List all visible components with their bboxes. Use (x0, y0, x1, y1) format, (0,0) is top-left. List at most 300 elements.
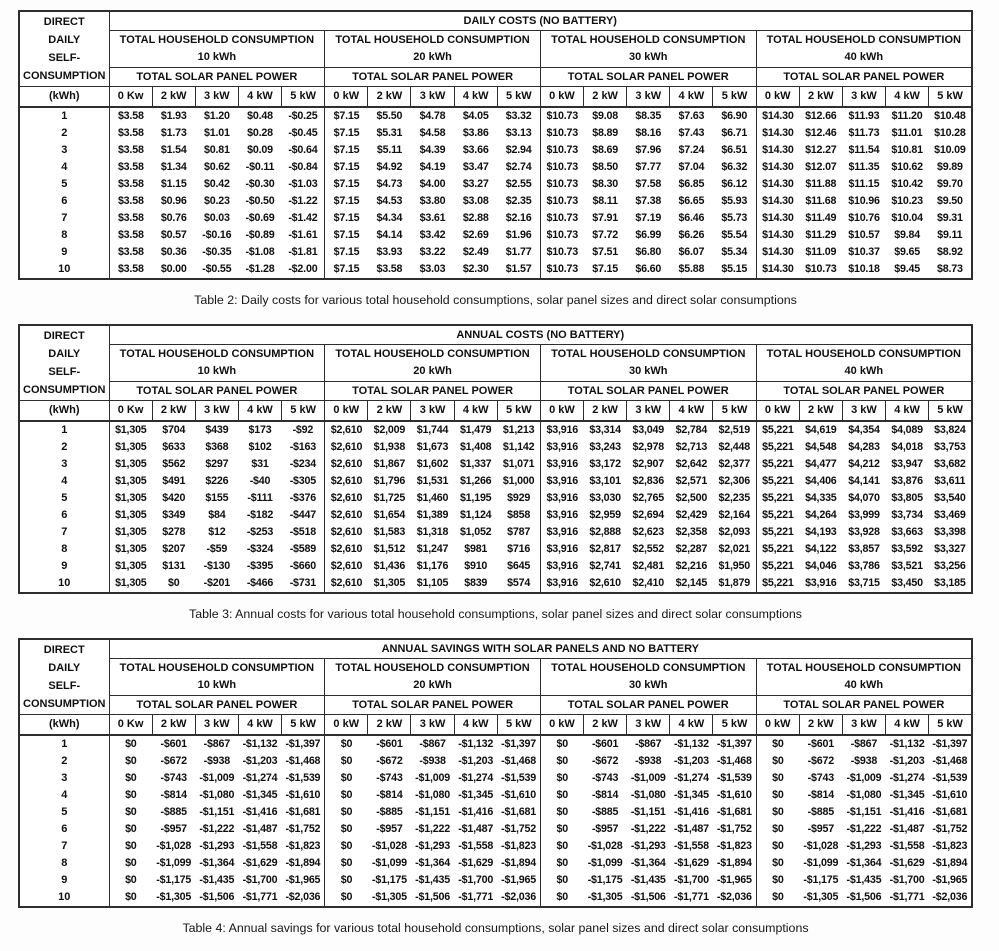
value-cell: $0 (540, 804, 583, 821)
kw-header-cell: 5 kW (929, 715, 972, 736)
value-cell: $6.46 (678, 212, 705, 224)
value-cell: -$1,345 (242, 789, 278, 801)
value-cell: -$0.69 (245, 212, 275, 224)
value-cell: $14.30 (756, 107, 799, 125)
table-caption: Table 4: Annual savings for various total household consumptions, solar panel sizes and direct solar consumptions (182, 921, 809, 935)
table-row (19, 821, 972, 838)
row-header-line: DIRECT (43, 16, 85, 28)
value-cell: $11.15 (848, 178, 880, 190)
value-cell: $10.81 (891, 144, 923, 156)
value-cell: $1,879 (718, 577, 751, 589)
value-cell: -$1,681 (932, 806, 968, 818)
value-cell: $1,602 (416, 458, 449, 470)
value-cell: $2,610 (325, 490, 368, 507)
value-cell: $4,335 (805, 492, 837, 504)
value-cell: $4.19 (419, 161, 446, 173)
household-consumption-header (756, 31, 972, 68)
value-cell: -$1.22 (288, 195, 318, 207)
value-cell: $1,796 (373, 475, 406, 487)
value-cell: -$1,823 (932, 840, 968, 852)
value-cell: $3,916 (540, 575, 583, 593)
table-row (19, 575, 972, 593)
table-row (19, 872, 972, 889)
value-cell: -$1,028 (803, 840, 839, 852)
row-header-line: CONSUMPTION (23, 698, 106, 710)
value-cell: $1,305 (109, 541, 152, 558)
household-consumption-size: 30 kWh (629, 679, 668, 691)
value-cell: -$814 (807, 789, 834, 801)
value-cell: -$1,506 (630, 891, 666, 903)
value-cell: $2,610 (325, 456, 368, 473)
value-cell: $7.15 (325, 176, 368, 193)
value-cell: $5.93 (721, 195, 748, 207)
value-cell: $5,221 (756, 421, 799, 439)
value-cell: $5.31 (376, 127, 403, 139)
value-cell: $3,398 (934, 526, 966, 538)
value-cell: $1.73 (160, 127, 187, 139)
value-cell: -$672 (591, 755, 619, 767)
value-cell: -$1.08 (245, 246, 275, 258)
household-consumption-size: 20 kWh (413, 679, 452, 691)
value-cell: $5,221 (756, 558, 799, 575)
value-cell: $2,610 (589, 577, 621, 589)
value-cell: $3.58 (109, 227, 152, 244)
value-cell: $929 (507, 492, 531, 504)
value-cell: $6.32 (721, 161, 748, 173)
value-cell: $10.73 (540, 227, 583, 244)
value-cell: $11.09 (805, 246, 837, 258)
kw-header-cell: 0 Kw (109, 401, 152, 422)
value-cell: -$1,700 (673, 874, 709, 886)
household-consumption-label: TOTAL HOUSEHOLD CONSUMPTION (335, 347, 530, 360)
value-cell: $3,916 (540, 541, 583, 558)
row-header-line: DAILY (48, 662, 81, 674)
value-cell: $4,070 (848, 492, 880, 504)
row-label-cell: 3 (19, 770, 109, 787)
household-consumption-header (756, 345, 972, 382)
value-cell: $0 (756, 753, 799, 770)
value-cell: $4,193 (805, 526, 837, 538)
value-cell: $0.96 (160, 195, 187, 207)
value-cell: $4.53 (376, 195, 403, 207)
value-cell: $1.57 (505, 263, 532, 275)
value-cell: $10.73 (540, 107, 583, 125)
value-cell: -$1,487 (458, 823, 494, 835)
value-cell: $7.24 (678, 144, 705, 156)
value-cell: -$1,028 (587, 840, 623, 852)
value-cell: -$1,468 (716, 755, 752, 767)
value-cell: $31 (251, 458, 269, 470)
row-label-cell: 8 (19, 541, 109, 558)
value-cell: $3.42 (419, 229, 446, 241)
value-cell: $1,744 (416, 424, 449, 436)
table-row (19, 889, 972, 907)
solar-panel-power-header: TOTAL SOLAR PANEL POWER (540, 382, 756, 401)
value-cell: $7.15 (325, 142, 368, 159)
value-cell: -$40 (249, 475, 271, 487)
household-consumption-label: TOTAL HOUSEHOLD CONSUMPTION (551, 661, 746, 674)
value-cell: -$1,539 (285, 772, 321, 784)
row-label-cell: 5 (19, 490, 109, 507)
value-cell: -$814 (160, 789, 187, 801)
value-cell: $562 (162, 458, 186, 470)
value-cell: -$1,080 (630, 789, 666, 801)
value-cell: -$1,965 (932, 874, 968, 886)
row-header-line: CONSUMPTION (23, 384, 106, 396)
value-cell: $1,071 (502, 458, 535, 470)
value-cell: $0.42 (203, 178, 230, 190)
value-cell: $131 (162, 560, 186, 572)
value-cell: -$130 (203, 560, 231, 572)
value-cell: $3,101 (589, 475, 621, 487)
kw-header-cell: 5 kW (713, 87, 756, 108)
value-cell: $2,481 (632, 560, 664, 572)
row-label-cell: 2 (19, 439, 109, 456)
kw-header-cell: 2 kW (799, 87, 842, 108)
value-cell: $3,916 (540, 421, 583, 439)
value-cell: -$1.81 (288, 246, 318, 258)
value-cell: -$1,364 (630, 857, 666, 869)
value-cell: $173 (248, 424, 272, 436)
value-cell: $7.15 (325, 244, 368, 261)
value-cell: $14.30 (756, 125, 799, 142)
value-cell: $5,221 (756, 524, 799, 541)
household-consumption-label: TOTAL HOUSEHOLD CONSUMPTION (766, 347, 961, 360)
value-cell: $1.96 (505, 229, 532, 241)
value-cell: $2,377 (718, 458, 751, 470)
value-cell: $7.58 (635, 178, 662, 190)
table-caption: Table 3: Annual costs for various total household consumptions, solar panel sizes and direct solar consumptions (189, 607, 802, 621)
value-cell: $11.20 (891, 110, 923, 122)
value-cell: $0 (109, 770, 152, 787)
value-cell: $1,531 (416, 475, 449, 487)
value-cell: $3.58 (109, 176, 152, 193)
kw-header-cell: 5 kW (929, 401, 972, 422)
value-cell: $1,479 (459, 424, 492, 436)
value-cell: $7.72 (592, 229, 618, 241)
value-cell: $9.50 (936, 195, 963, 207)
value-cell: -$1,364 (415, 857, 450, 869)
value-cell: $716 (507, 543, 531, 555)
value-cell: $1,266 (459, 475, 492, 487)
value-cell: -$1,175 (587, 874, 623, 886)
value-cell: $2,888 (589, 526, 621, 538)
value-cell: -$1,487 (889, 823, 925, 835)
value-cell: $10.73 (540, 210, 583, 227)
value-cell: $3,947 (891, 458, 923, 470)
value-cell: $7.91 (592, 212, 618, 224)
value-cell: -$1,151 (630, 806, 666, 818)
kw-header-cell: 4 kW (670, 87, 713, 108)
value-cell: $0 (325, 804, 368, 821)
value-cell: $0 (109, 838, 152, 855)
kw-header-cell: 2 kW (368, 87, 411, 108)
value-cell: $8.69 (592, 144, 618, 156)
value-cell: $10.73 (805, 263, 837, 275)
kw-header-cell: 4 kW (886, 401, 929, 422)
value-cell: -$1,416 (889, 806, 925, 818)
value-cell: -$1,080 (199, 789, 235, 801)
value-cell: $2,009 (373, 424, 406, 436)
value-cell: -$1,752 (285, 823, 321, 835)
value-cell: -$1,506 (415, 891, 450, 903)
value-cell: $2,642 (675, 458, 708, 470)
value-cell: $3,327 (934, 543, 966, 555)
value-cell: $0.09 (247, 144, 273, 156)
value-cell: -$1,416 (673, 806, 709, 818)
value-cell: $368 (205, 441, 229, 453)
kw-header-cell: 5 kW (497, 87, 540, 108)
value-cell: $1,938 (373, 441, 406, 453)
value-cell: $0 (756, 770, 799, 787)
kw-header-cell: 3 kW (195, 715, 238, 736)
value-cell: $1,460 (416, 492, 449, 504)
value-cell: -$1,274 (458, 772, 494, 784)
value-cell: $2.16 (505, 212, 532, 224)
value-cell: $6.71 (721, 127, 748, 139)
value-cell: -$163 (289, 441, 317, 453)
value-cell: $3.27 (462, 178, 489, 190)
value-cell: $5,221 (756, 473, 799, 490)
value-cell: $7.15 (325, 107, 368, 125)
value-cell: -$601 (591, 738, 619, 750)
annual-savings-section (18, 638, 999, 935)
unit-header-cell: (kWh) (19, 715, 109, 736)
value-cell: $9.08 (592, 110, 618, 122)
kw-header-cell: 3 kW (411, 87, 454, 108)
annual-costs-table (18, 324, 973, 594)
value-cell: $10.23 (891, 195, 923, 207)
value-cell: -$1,894 (501, 857, 537, 869)
household-consumption-header (540, 345, 756, 382)
value-cell: $11.93 (848, 110, 880, 122)
value-cell: $0 (540, 770, 583, 787)
value-cell: $3.58 (109, 159, 152, 176)
value-cell: $6.26 (678, 229, 705, 241)
value-cell: $3.58 (109, 125, 152, 142)
value-cell: $1,305 (373, 577, 406, 589)
value-cell: $7.15 (325, 125, 368, 142)
value-cell: -$1,700 (458, 874, 494, 886)
value-cell: -$1,293 (846, 840, 882, 852)
row-header-line: SELF- (48, 52, 81, 64)
value-cell: -$938 (203, 755, 231, 767)
value-cell: -$885 (807, 806, 834, 818)
table-caption: Table 2: Daily costs for various total household consumptions, solar panel sizes and direct solar consumptions (194, 293, 797, 307)
row-label-cell: 6 (19, 193, 109, 210)
kw-header-cell: 0 kW (325, 87, 368, 108)
kw-header-cell: 0 Kw (109, 715, 152, 736)
value-cell: $5.73 (721, 212, 748, 224)
kw-header-cell: 4 kW (886, 87, 929, 108)
row-label-cell: 9 (19, 558, 109, 575)
value-cell: -$1,629 (889, 857, 925, 869)
value-cell: $11.35 (848, 161, 880, 173)
row-label-cell: 5 (19, 804, 109, 821)
value-cell: $10.73 (540, 193, 583, 210)
value-cell: $4,264 (805, 509, 837, 521)
value-cell: $1,583 (373, 526, 406, 538)
value-cell: $7.15 (325, 193, 368, 210)
value-cell: -$1,823 (285, 840, 321, 852)
value-cell: $11.49 (805, 212, 837, 224)
household-consumption-size: 10 kWh (197, 365, 237, 377)
value-cell: $2.30 (462, 263, 489, 275)
value-cell: $1,213 (502, 424, 535, 436)
value-cell: -$867 (203, 738, 231, 750)
table-row (19, 507, 972, 524)
value-cell: -$1,610 (501, 789, 537, 801)
household-consumption-header (109, 31, 325, 68)
value-cell: $0 (109, 872, 152, 889)
kw-header-cell: 2 kW (152, 87, 195, 108)
value-cell: -$1,345 (458, 789, 494, 801)
value-cell: -$938 (419, 755, 446, 767)
value-cell: $3,715 (848, 577, 880, 589)
value-cell: $12.27 (805, 144, 837, 156)
value-cell: -$395 (246, 560, 274, 572)
value-cell: -$1,506 (199, 891, 235, 903)
value-cell: $6.60 (635, 263, 662, 275)
value-cell: -$1,175 (803, 874, 839, 886)
value-cell: $297 (205, 458, 229, 470)
kw-header-cell: 0 kW (325, 715, 368, 736)
value-cell: $0.81 (203, 144, 230, 156)
value-cell: $0 (109, 735, 152, 753)
value-cell: $4.78 (419, 110, 446, 122)
value-cell: $0 (756, 889, 799, 907)
value-cell: -$1,629 (458, 857, 494, 869)
household-consumption-label: TOTAL HOUSEHOLD CONSUMPTION (551, 33, 746, 46)
value-cell: $4,141 (848, 475, 880, 487)
value-cell: $4.00 (419, 178, 446, 190)
value-cell: -$885 (591, 806, 619, 818)
row-header-block (19, 11, 109, 87)
kw-header-cell: 5 kW (497, 715, 540, 736)
value-cell: $4,354 (848, 424, 880, 436)
solar-panel-power-header: TOTAL SOLAR PANEL POWER (756, 696, 972, 715)
value-cell: -$1,274 (889, 772, 925, 784)
household-consumption-label: TOTAL HOUSEHOLD CONSUMPTION (551, 347, 746, 360)
value-cell: $2,448 (718, 441, 751, 453)
row-label-cell: 10 (19, 575, 109, 593)
value-cell: $3,314 (589, 424, 621, 436)
value-cell: -$1,558 (242, 840, 278, 852)
value-cell: -$1,894 (932, 857, 968, 869)
kw-header-cell: 4 kW (454, 715, 497, 736)
value-cell: -$885 (160, 806, 187, 818)
row-label-cell: 7 (19, 524, 109, 541)
value-cell: -$1,151 (199, 806, 235, 818)
value-cell: -$1,080 (846, 789, 882, 801)
value-cell: $6.65 (678, 195, 705, 207)
row-label-cell: 6 (19, 821, 109, 838)
value-cell: $10.62 (891, 161, 923, 173)
value-cell: $10.37 (848, 246, 880, 258)
value-cell: -$1,222 (199, 823, 235, 835)
value-cell: -$0.35 (202, 246, 232, 258)
kw-header-cell: 0 kW (540, 715, 583, 736)
value-cell: -$0.64 (288, 144, 318, 156)
value-cell: $5.34 (721, 246, 748, 258)
value-cell: $84 (208, 509, 226, 521)
value-cell: -$1,435 (846, 874, 882, 886)
value-cell: -$814 (591, 789, 619, 801)
value-cell: $14.30 (756, 261, 799, 279)
table-row (19, 159, 972, 176)
value-cell: $2,216 (675, 560, 708, 572)
kw-header-cell: 3 kW (627, 87, 670, 108)
value-cell: -$743 (591, 772, 619, 784)
table-row (19, 735, 972, 753)
value-cell: $4,046 (805, 560, 837, 572)
solar-panel-power-header: TOTAL SOLAR PANEL POWER (325, 382, 541, 401)
value-cell: $6.07 (678, 246, 705, 258)
value-cell: $491 (162, 475, 186, 487)
value-cell: $2.49 (462, 246, 489, 258)
value-cell: -$0.30 (245, 178, 275, 190)
value-cell: $4,212 (848, 458, 880, 470)
kw-header-cell: 2 kW (368, 715, 411, 736)
row-label-cell: 3 (19, 456, 109, 473)
table-row (19, 855, 972, 872)
table-row (19, 210, 972, 227)
value-cell: -$0.89 (245, 229, 275, 241)
value-cell: $3,824 (934, 424, 966, 436)
value-cell: $0.76 (160, 212, 187, 224)
table-row (19, 125, 972, 142)
value-cell: -$1,274 (242, 772, 278, 784)
row-header-line: DIRECT (43, 330, 85, 342)
value-cell: -$867 (635, 738, 662, 750)
value-cell: -$938 (635, 755, 662, 767)
kw-header-cell: 3 kW (195, 401, 238, 422)
value-cell: $574 (507, 577, 531, 589)
value-cell: $2,817 (589, 543, 621, 555)
value-cell: $0 (540, 889, 583, 907)
value-cell: -$1,771 (242, 891, 278, 903)
value-cell: $8.92 (936, 246, 963, 258)
value-cell: $2,500 (675, 492, 708, 504)
solar-panel-power-header: TOTAL SOLAR PANEL POWER (325, 68, 541, 87)
value-cell: -$1,203 (673, 755, 709, 767)
value-cell: -$2,036 (285, 891, 321, 903)
table-row (19, 558, 972, 575)
value-cell: -$0.45 (288, 127, 318, 139)
value-cell: $7.51 (592, 246, 618, 258)
value-cell: $10.76 (848, 212, 880, 224)
row-label-cell: 3 (19, 142, 109, 159)
value-cell: $3.93 (376, 246, 403, 258)
value-cell: $3,185 (934, 577, 966, 589)
household-consumption-label: TOTAL HOUSEHOLD CONSUMPTION (335, 661, 530, 674)
value-cell: -$867 (850, 738, 878, 750)
value-cell: $10.09 (934, 144, 966, 156)
row-header-block (19, 325, 109, 401)
value-cell: $10.04 (891, 212, 923, 224)
value-cell: $2,429 (675, 509, 708, 521)
value-cell: -$305 (289, 475, 317, 487)
value-cell: $5.15 (721, 263, 748, 275)
value-cell: $839 (464, 577, 488, 589)
kw-header-cell: 5 kW (713, 401, 756, 422)
household-consumption-label: TOTAL HOUSEHOLD CONSUMPTION (119, 661, 315, 674)
annual-costs-section (18, 324, 999, 621)
kw-header-cell: 4 kW (670, 715, 713, 736)
value-cell: $5,221 (756, 456, 799, 473)
value-cell: -$1,151 (415, 806, 450, 818)
kw-header-cell: 3 kW (842, 401, 885, 422)
